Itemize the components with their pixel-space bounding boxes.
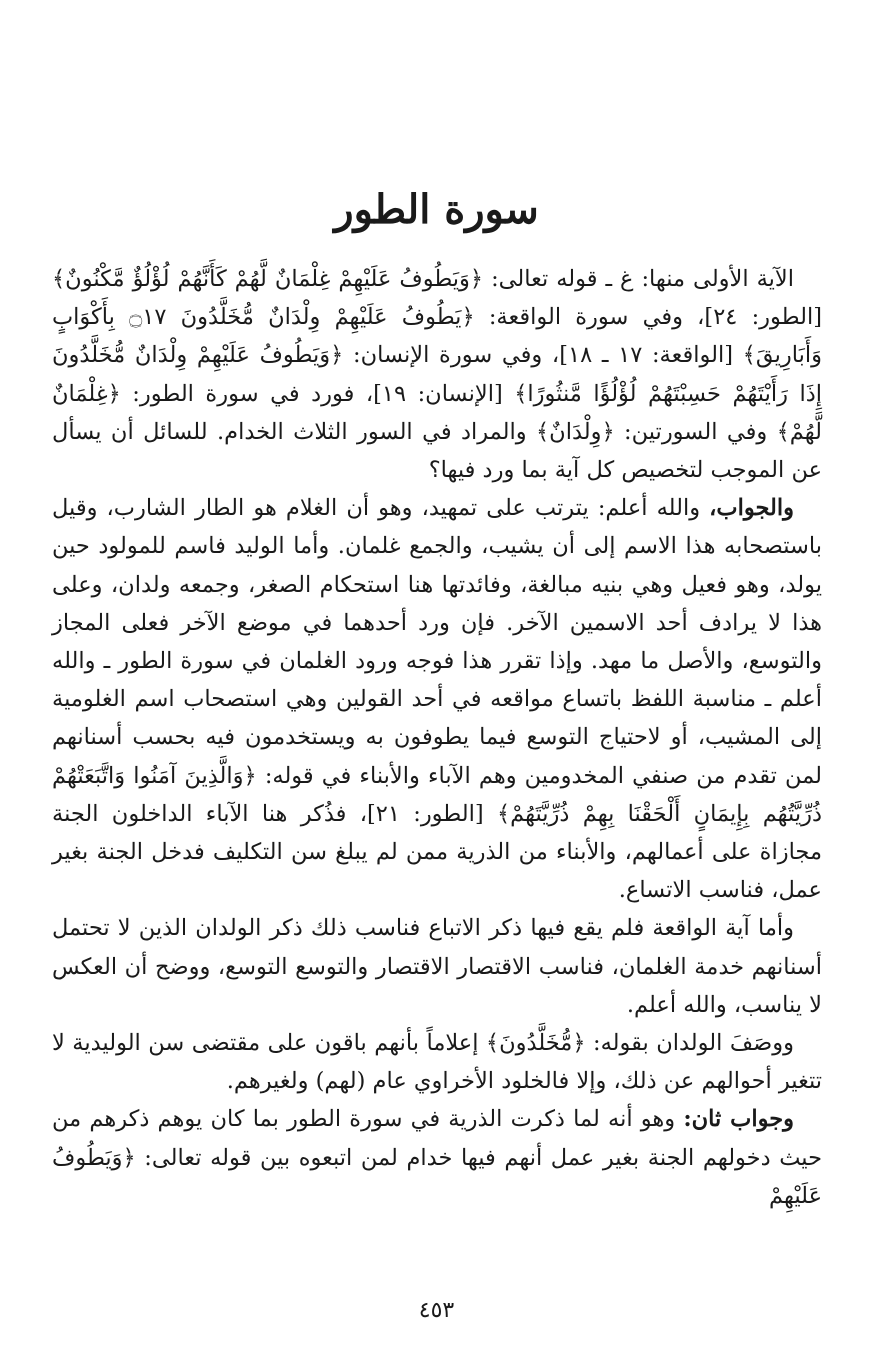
- paragraph-5-text: وهو أنه لما ذكرت الذرية في سورة الطور بما كان يوهم ذكرهم من حيث دخولهم الجنة بغير عمل أنهم فيها خدام لمن اتبعوه بين قوله تعالى: ﴿وَيَطُوفُ عَلَيْهِمْ: [52, 1106, 822, 1209]
- paragraph-2-text: والله أعلم: يترتب على تمهيد، وهو أن الغلام هو الطار الشارب، وقيل باستصحابه هذا الاسم إلى أن يشيب، والجمع غلمان. وأما الوليد فاسم للمولود حين يولد، وهو فعيل وهي بنيه مبالغة، وفائدتها هنا استحكام الصغر، وجمعه ولدان، وعلى هذا لا يرادف أحد الاسمين الآخر. فإن ورد أحدهما في موضع الآخر فعلى المجاز والتوسع، والأصل ما مهد. وإذا تقرر هذا فوجه ورود الغلمان في سورة الطور ـ والله أعلم ـ مناسبة اللفظ باتساع مواقعه في أحد القولين وهي استصحاب اسم الغلومية إلى المشيب، أو لاحتياج التوسع فيما يطوفون به ويستخدمون فيه بحسب أسنانهم لمن تقدم من صنفي المخدومين وهم الآباء والأبناء في قوله: ﴿وَالَّذِينَ آمَنُوا وَاتَّبَعَتْهُمْ ذُرِّيَّتُهُم بِإِيمَانٍ أَلْحَقْنَا بِهِمْ ذُرِّيَّتَهُمْ﴾ [الطور: ٢١]، فذُكر هنا الآباء الداخلون الجنة مجازاة على أعمالهم، والأبناء من الذرية ممن لم يبلغ سن التكليف فدخل الجنة بغير عمل، فناسب الاتساع.: [52, 495, 822, 904]
- page-number: ٤٥٣: [418, 1298, 455, 1323]
- paragraph-2-lead: والجواب،: [709, 495, 794, 522]
- paragraph-2: [52, 489, 822, 909]
- paragraph-4-text: ووصَفَ الولدان بقوله: ﴿مُّخَلَّدُونَ﴾ إعلاماً بأنهم باقون على مقتضى سن الوليدية لا تتغير أحوالهم عن ذلك، وإلا فالخلود الأخراوي عام (لهم) ولغيرهم.: [52, 1030, 822, 1095]
- paragraph-3-text: وأما آية الواقعة فلم يقع فيها ذكر الاتباع فناسب ذلك ذكر الولدان الذين لا تحتمل أسنانهم خدمة الغلمان، فناسب الاقتصار الاقتصار والتوسع التوسع، ووضح أن العكس لا يناسب، والله أعلم.: [52, 915, 822, 1018]
- paragraph-1-text: الآية الأولى منها: غ ـ قوله تعالى: ﴿وَيَطُوفُ عَلَيْهِمْ غِلْمَانٌ لَّهُمْ كَأَنَّهُمْ لُؤْلُؤٌ مَّكْنُونٌ﴾ [الطور: ٢٤]، وفي سورة الواقعة: ﴿يَطُوفُ عَلَيْهِمْ وِلْدَانٌ مُّخَلَّدُونَ ۝١٧ بِأَكْوَابٍ وَأَبَارِيقَ﴾ [الواقعة: ١٧ ـ ١٨]، وفي سورة الإنسان: ﴿وَيَطُوفُ عَلَيْهِمْ وِلْدَانٌ مُّخَلَّدُونَ إِذَا رَأَيْتَهُمْ حَسِبْتَهُمْ لُؤْلُؤًا مَّنثُورًا﴾ [الإنسان: ١٩]، فورد في سورة الطور: ﴿غِلْمَانٌ لَّهُمْ﴾ وفي السورتين: ﴿وِلْدَانٌ﴾ والمراد في السور الثلاث الخدام. للسائل أن يسأل عن الموجب لتخصيص كل آية بما ورد فيها؟: [52, 266, 822, 484]
- paragraph-3: [52, 909, 822, 1024]
- paragraph-4: [52, 1024, 822, 1100]
- surah-title: سورة الطور: [334, 186, 539, 233]
- paragraph-5: [52, 1100, 822, 1215]
- paragraph-5-lead: وجواب ثان:: [683, 1106, 794, 1133]
- page-body: [52, 260, 822, 1215]
- paragraph-1: [52, 260, 822, 489]
